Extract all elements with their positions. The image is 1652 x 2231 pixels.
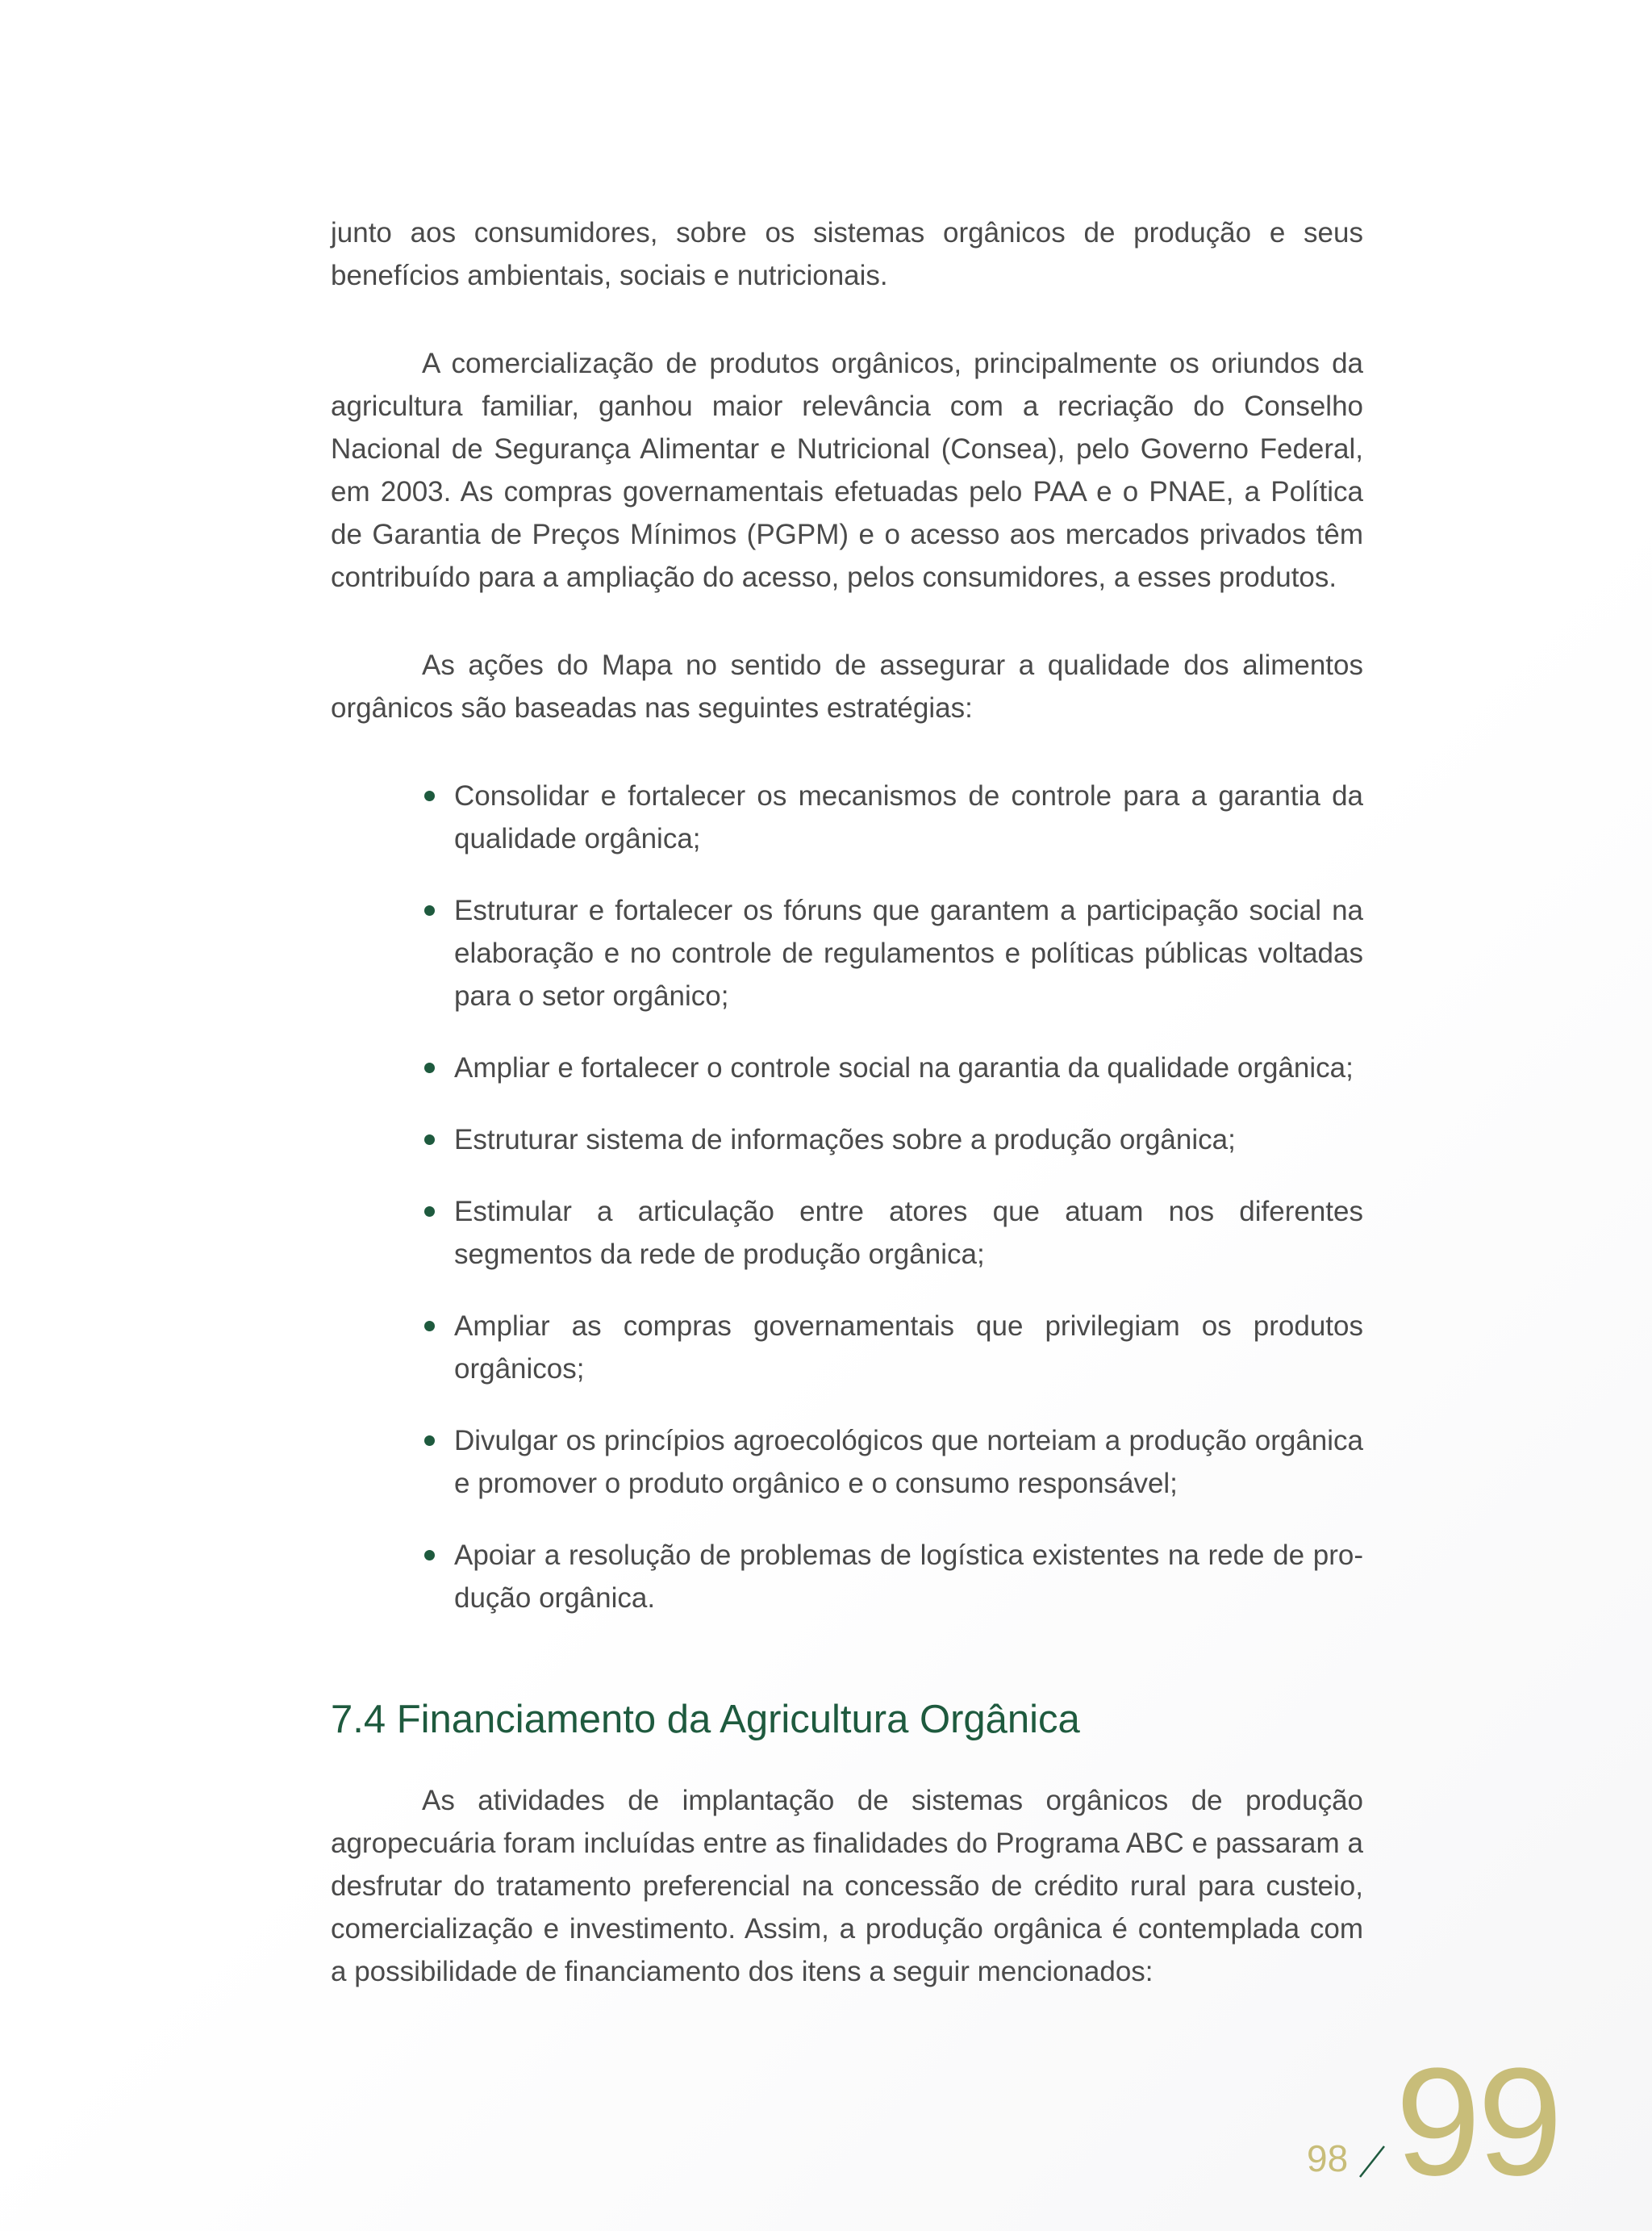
paragraph-mapa-actions: As ações do Mapa no sentido de assegurar a qualidade dos alimentos orgânicos são baseadas nas seguintes estratégias: (331, 650, 1363, 724)
paragraph-financing: As atividades de implantação de sistemas orgânicos de produção agropecuária foram incluídas entre as finalidades do Programa ABC e passaram a desfrutar do tratamento preferencial na concessão de crédito rural para custeio, comercialização e investimento. Assim, a produção orgânica é contemplada com a possibilidade de financiamento dos itens a seguir mencionados: (331, 1785, 1363, 1987)
list-item (454, 889, 1363, 1017)
bullet-icon (424, 791, 435, 801)
bullet-icon (424, 1063, 435, 1073)
list-item (454, 1305, 1363, 1390)
list-item (454, 1534, 1363, 1619)
paragraph-commercialization: A comercialização de produtos orgânicos, principalmente os oriundos da agricultura familiar, ganhou maior relevância com a recriação do Conselho Nacional de Segurança Alimentar e Nutricional (Consea), pelo Governo Federal, em 2003. As compras governamentais efetuadas pelo PAA e o PNAE, a Política de Garantia de Preços Mínimos (PGPM) e o acesso aos mercados privados têm contribuído para a ampliação do acesso, pelos consumidores, a esses produtos. (331, 348, 1363, 593)
page-content (331, 211, 1363, 1993)
list-item-text: Ampliar as compras governamentais que privilegiam os produtos orgânicos; (454, 1310, 1363, 1385)
page-number-right: 99 (1395, 2037, 1560, 2208)
list-item-text: Apoiar a resolução de problemas de logística existentes na rede de produção orgânica. (454, 1540, 1363, 1614)
list-item (454, 1419, 1363, 1505)
page-number-separator-icon (1358, 2145, 1387, 2179)
section-heading: 7.4 Financiamento da Agricultura Orgânica (331, 1698, 1080, 1741)
list-item-text: Estruturar sistema de informações sobre a produção orgânica; (454, 1124, 1236, 1155)
list-item-text: Ampliar e fortalecer o controle social na garantia da qualidade orgânica; (454, 1052, 1354, 1084)
bullet-icon (424, 1435, 435, 1446)
list-item (454, 775, 1363, 860)
list-item-text: Estimular a articulação entre atores que atuam nos diferentes segmentos da rede de produção orgânica; (454, 1196, 1363, 1270)
list-item (454, 1047, 1363, 1089)
list-item-text: Estruturar e fortalecer os fóruns que garantem a participação social na elaboração e no controle de regulamentos e políticas públicas voltadas para o setor orgânico; (454, 895, 1363, 1012)
bullet-icon (424, 1550, 435, 1560)
paragraph-intro-continuation: junto aos consumidores, sobre os sistemas orgânicos de produção e seus benefícios ambientais, sociais e nutricionais. (331, 217, 1363, 291)
list-item-text: Consolidar e fortalecer os mecanismos de controle para a garantia da qualidade orgânica; (454, 780, 1363, 854)
page-number-left: 98 (1307, 2137, 1349, 2179)
list-item (454, 1190, 1363, 1276)
bullet-icon (424, 1206, 435, 1217)
bullet-icon (424, 1134, 435, 1145)
bullet-icon (424, 905, 435, 916)
strategies-list (331, 775, 1363, 1619)
list-item-text: Divulgar os princípios agroecológicos que norteiam a produção orgânica e promover o produto orgânico e o consumo responsável; (454, 1425, 1363, 1499)
list-item (454, 1118, 1363, 1161)
bullet-icon (424, 1321, 435, 1331)
